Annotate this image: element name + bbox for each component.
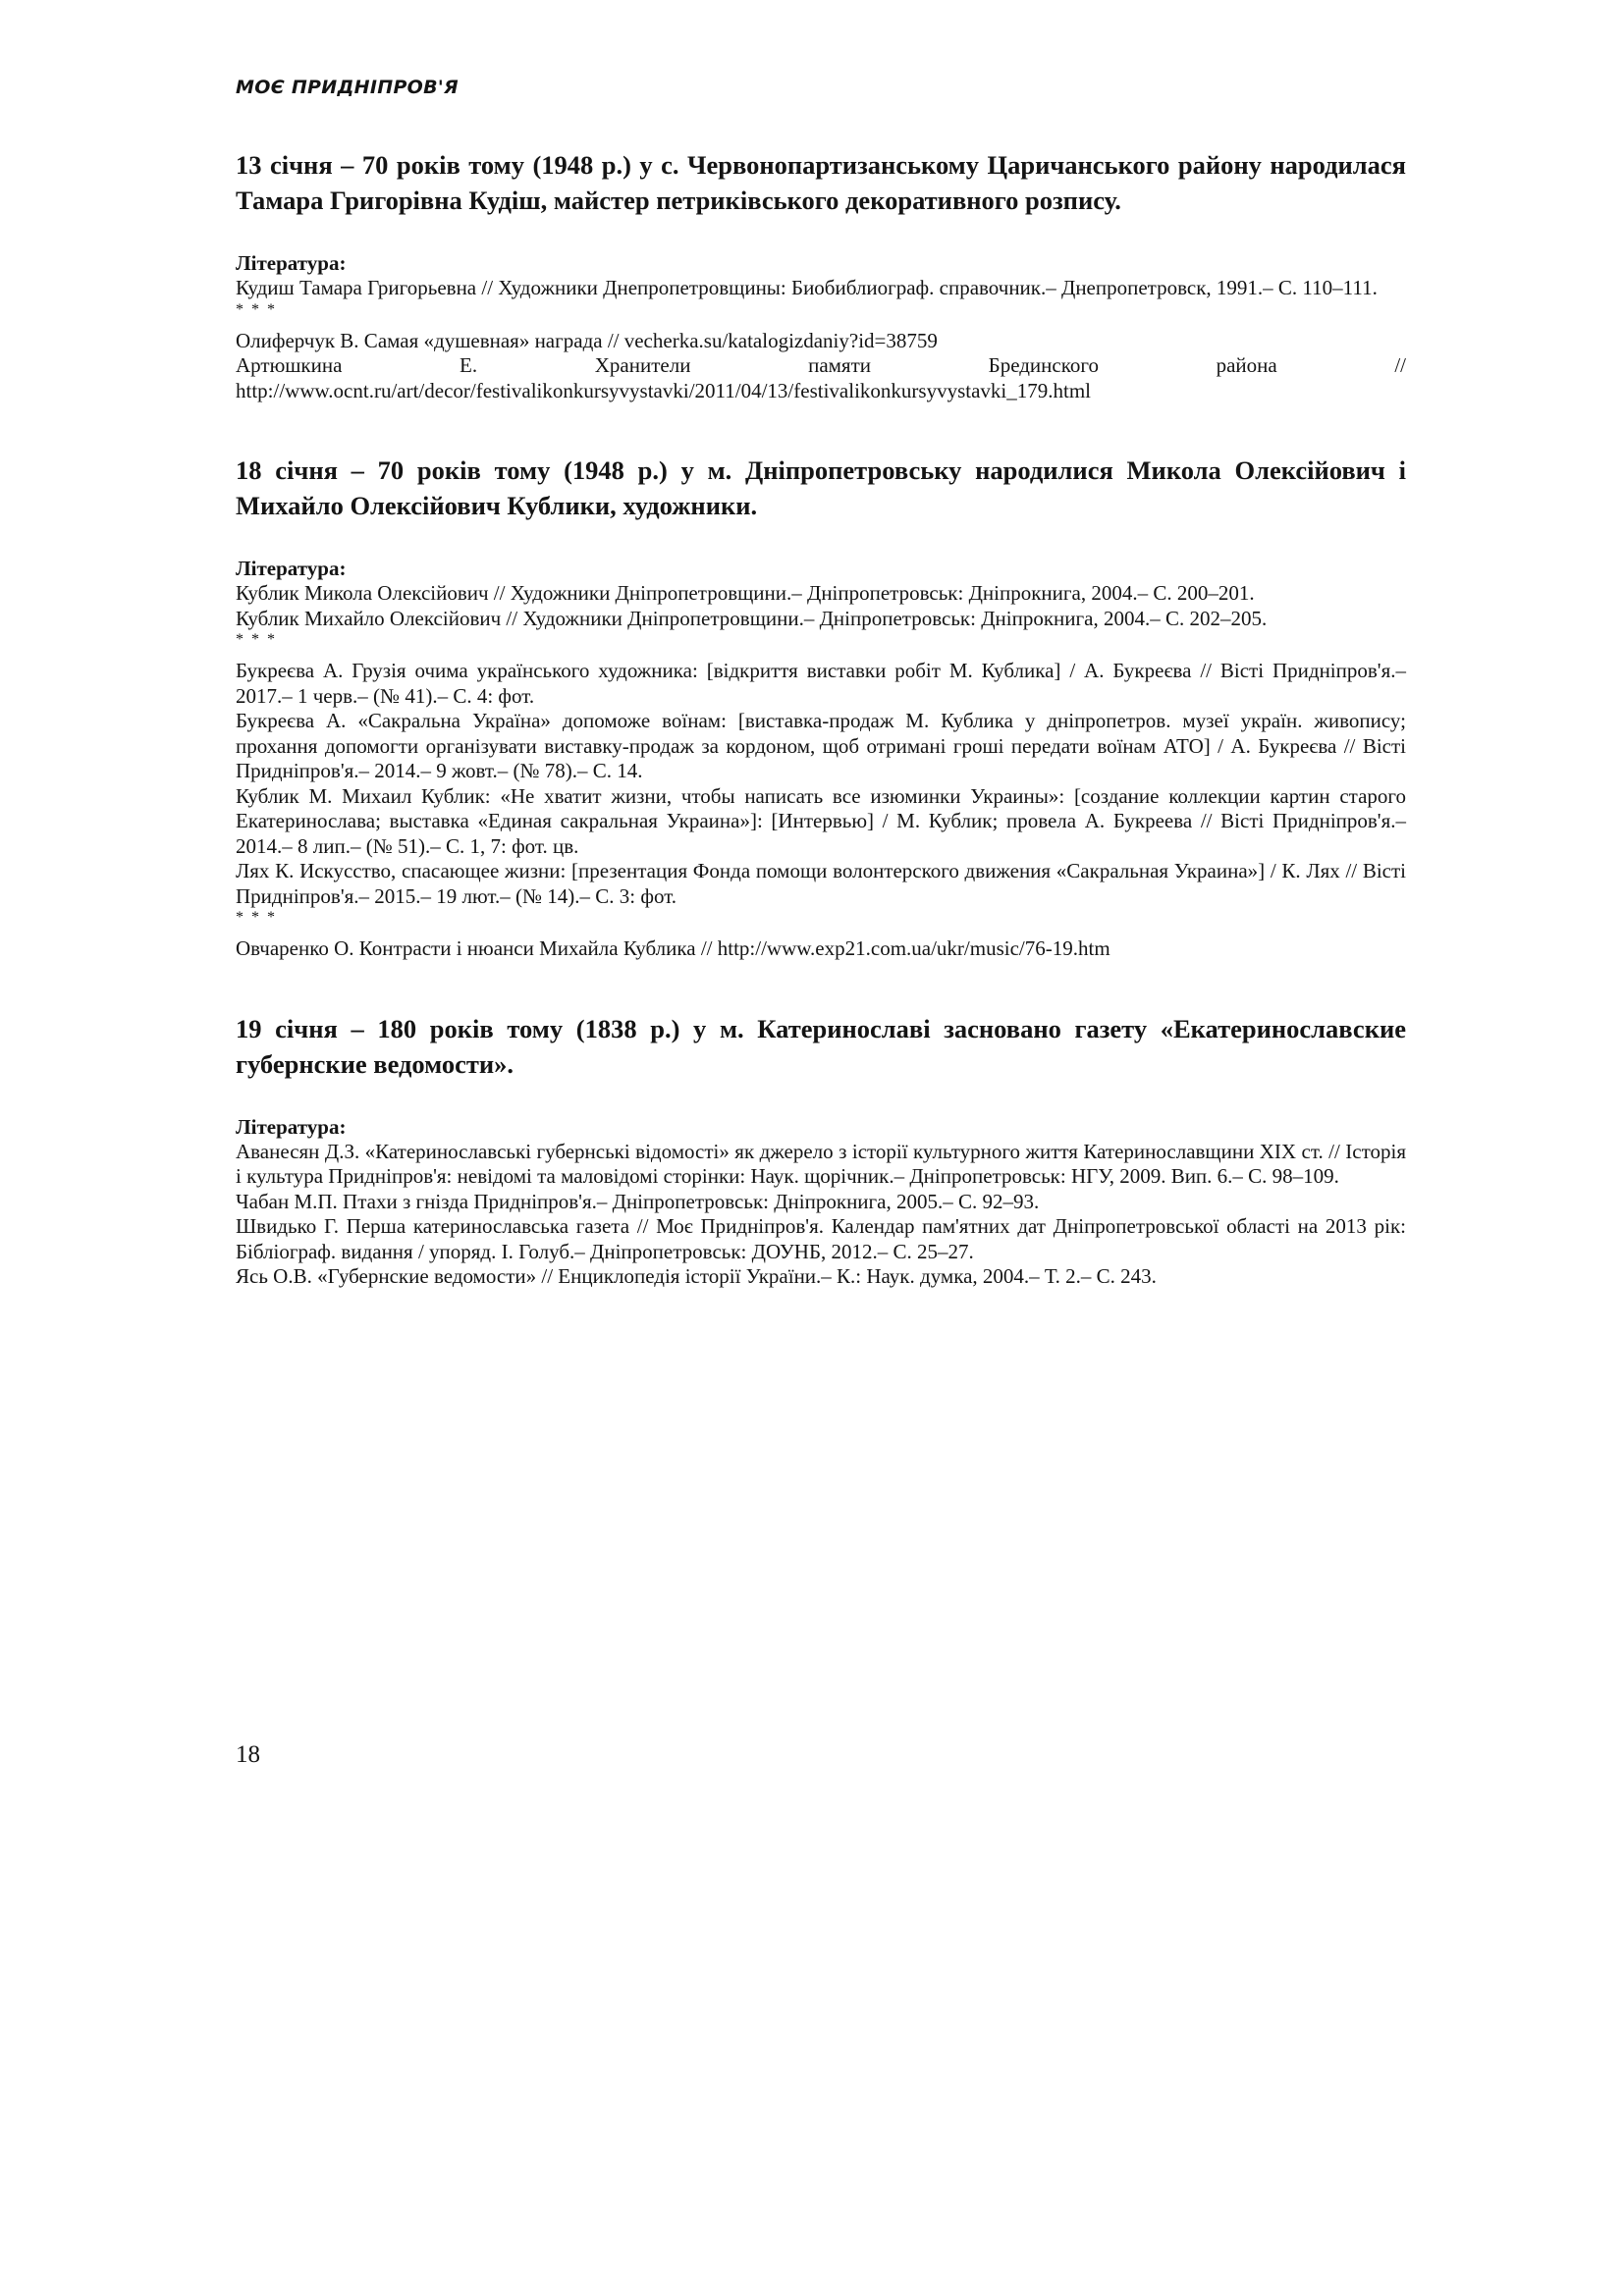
section-title: 18 січня – 70 років тому (1948 р.) у м. Дніпропетровську народилися Микола Олексійович і Михайло Олексійович Кублики, художники.	[236, 455, 1406, 520]
bibliography-entry: Букреєва А. Грузія очима українського художника: [відкриття виставки робіт М. Кублика] / А. Букреєва // Вісті Придніпров'я.– 2017.– 1 черв.– (№ 41).– С. 4: фот.	[236, 659, 1406, 708]
separator: * * *	[236, 300, 277, 318]
literature-label: Література:	[236, 557, 347, 580]
separator: * * *	[236, 631, 277, 648]
bibliography-entry: Кудиш Тамара Григорьевна // Художники Днепропетровщины: Биобиблиограф. справочник.– Днепропетровск, 1991.– С. 110–111.	[236, 276, 1378, 299]
section-title: 13 січня – 70 років тому (1948 р.) у с. Червонопартизанському Царичанського району народилася Тамара Григорівна Кудіш, майстер петриківського декоративного розпису.	[236, 150, 1406, 215]
bibliography-entry: Чабан М.П. Птахи з гнізда Придніпров'я.– Дніпропетровськ: Дніпрокнига, 2005.– С. 92–93.	[236, 1189, 1040, 1213]
bibliography-entry: Кублик Михайло Олексійович // Художники Дніпропетровщини.– Дніпропетровськ: Дніпрокнига, 2004.– С. 202–205.	[236, 606, 1268, 630]
calendar-entry-jan-18	[236, 453, 1406, 962]
bibliography-entry: Артюшкина Е. Хранители памяти Брединского района // http://www.ocnt.ru/art/decor/festivalikonkursyvystavki/2011/04/13/festivalikonkursyvystavki_179.html	[236, 353, 1406, 402]
bibliography-entry: Кублик Микола Олексійович // Художники Дніпропетровщини.– Дніпропетровськ: Дніпрокнига, 2004.– С. 200–201.	[236, 581, 1255, 605]
section-title: 19 січня – 180 років тому (1838 р.) у м. Катеринославі засновано газету «Екатеринославские губернские ведомости».	[236, 1013, 1406, 1079]
separator: * * *	[236, 909, 277, 926]
page-number: 18	[236, 1741, 260, 1768]
bibliography-entry: Аванесян Д.З. «Катеринославські губернські відомості» як джерело з історії культурного життя Катеринославщини XIX ст. // Історія і культура Придніпров'я: невідомі та маловідомі сторінки: Наук. щорічник.– Дніпропетровськ: НГУ, 2009. Вип. 6.– С. 98–109.	[236, 1139, 1406, 1188]
literature-label: Література:	[236, 251, 347, 275]
calendar-entry-jan-13	[236, 147, 1406, 403]
bibliography-entry: Лях К. Искусство, спасающее жизни: [презентация Фонда помощи волонтерского движения «Сакральная Украина»] / К. Лях // Вісті Придніпров'я.– 2015.– 19 лют.– (№ 14).– С. 3: фот.	[236, 859, 1406, 908]
bibliography-entry: Ясь О.В. «Губернские ведомости» // Енциклопедія історії України.– К.: Наук. думка, 2004.– Т. 2.– С. 243.	[236, 1264, 1157, 1288]
bibliography-entry: Олиферчук В. Самая «душевная» награда // vecherka.su/katalogizdaniy?id=38759	[236, 328, 938, 352]
bibliography-entry: Овчаренко О. Контрасти і нюанси Михайла Кублика // http://www.exp21.com.ua/ukr/music/76-19.htm	[236, 936, 1110, 960]
bibliography-entry: Швидько Г. Перша катеринославська газета // Моє Придніпров'я. Календар пам'ятних дат Дніпропетровської області на 2013 рік: Бібліограф. видання / упоряд. І. Голуб.– Дніпропетровськ: ДОУНБ, 2012.– С. 25–27.	[236, 1214, 1406, 1263]
literature-label: Література:	[236, 1114, 347, 1139]
running-header: МОЄ ПРИДНІПРОВ'Я	[236, 77, 459, 98]
calendar-entry-jan-19	[236, 1011, 1406, 1290]
bibliography-entry: Кублик М. Михаил Кублик: «Не хватит жизни, чтобы написать все изюминки Украины»: [создание коллекции картин старого Екатеринослава; выставка «Единая сакральная Украина»]: [Интервью] / М. Кублик; провела А. Букреева // Вісті Придніпров'я.– 2014.– 8 лип.– (№ 51).– С. 1, 7: фот. цв.	[236, 783, 1406, 858]
page-content	[236, 147, 1406, 1339]
bibliography-entry: Букреєва А. «Сакральна Україна» допоможе воїнам: [виставка-продаж М. Кублика у дніпропетров. музеї україн. живопису; прохання допомогти організувати виставку-продаж за кордоном, щоб отримані гроші передати воїнам АТО] / А. Букреєва // Вісті Придніпров'я.– 2014.– 9 жовт.– (№ 78).– С. 14.	[236, 709, 1406, 782]
